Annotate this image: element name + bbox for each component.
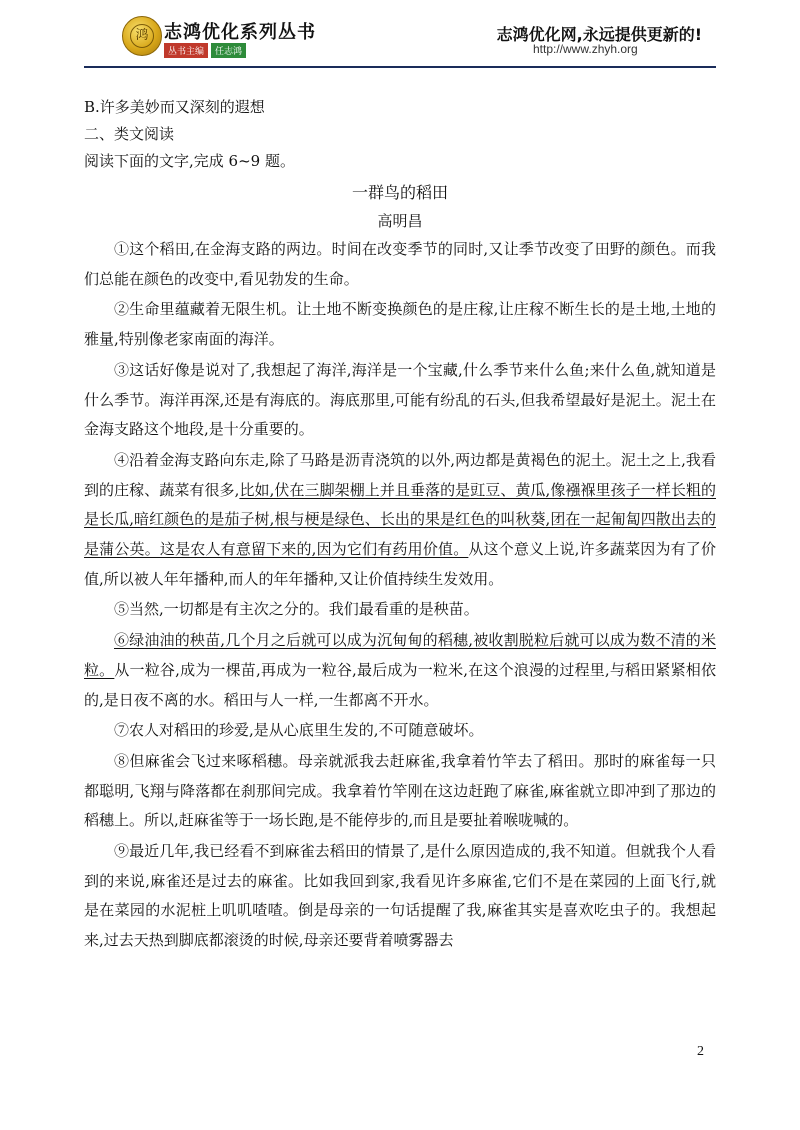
paragraph-6-rest: 从一粒谷,成为一棵苗,再成为一粒谷,最后成为一粒米,在这个浪漫的过程里,与稻田紧紧相依的,是日夜不离的水。稻田与人一样,一生都离不开水。: [84, 660, 716, 709]
page-header: [0, 0, 800, 68]
paragraph-6: [84, 626, 716, 715]
paragraph-4: [84, 446, 716, 595]
editor-label: 丛书主编: [164, 43, 208, 58]
article-author: 高明昌: [377, 212, 423, 230]
paragraph-4-end: 从这个意义上说,许多蔬菜因为有了价值,所以被人年年播种,而人的年年播种,又让价值持续生发效用。: [84, 540, 716, 588]
page-content: [84, 94, 716, 956]
series-title: 志鸿优化系列丛书: [164, 22, 316, 43]
paragraph-2: ②生命里蕴藏着无限生机。让土地不断变换颜色的是庄稼,让庄稼不断生长的是土地,土地的雅量,特别像老家南面的海洋。: [84, 300, 716, 349]
editor-name: 任志鸿: [211, 43, 246, 58]
editor-credit: [164, 43, 246, 58]
header-slogan: 志鸿优化网,永远提供更新的!: [496, 25, 702, 44]
article-title: 一群鸟的稻田: [351, 183, 448, 202]
paragraph-4-intro: ④沿着金海支路向东走,除了马路是沥青浇筑的以外,两边都是黄褐色的泥土。泥土之上,我看到的庄稼、蔬菜有很多,: [84, 450, 716, 499]
paragraph-7: ⑦农人对稻田的珍爱,是从心底里生发的,不可随意破坏。: [114, 721, 484, 740]
paragraph-9: ⑨最近几年,我已经看不到麻雀去稻田的情景了,是什么原因造成的,我不知道。但就我个人看到的来说,麻雀还是过去的麻雀。比如我回到家,我看见许多麻雀,它们不是在菜园的上面飞行,就是在菜园的水泥桩上叽叽喳喳。倒是母亲的一句话提醒了我,麻雀其实是喜欢吃虫子的。我想起来,过去天热到脚底都滚烫的时候,母亲还要背着喷雾器去: [84, 842, 716, 950]
header-url[interactable]: http://www.zhyh.org: [533, 42, 638, 56]
paragraph-8: ⑧但麻雀会飞过来啄稻穗。母亲就派我去赶麻雀,我拿着竹竿去了稻田。那时的麻雀每一只都聪明,飞翔与降落都在刹那间完成。我拿着竹竿刚在这边赶跑了麻雀,麻雀就立即冲到了那边的稻穗上。所以,赶麻雀等于一场长跑,是不能停步的,而且是要扯着喉咙喊的。: [84, 751, 716, 830]
publisher-logo-icon: 鸿: [122, 16, 162, 56]
paragraph-1: ①这个稻田,在金海支路的两边。时间在改变季节的同时,又让季节改变了田野的颜色。而我们总能在颜色的改变中,看见勃发的生命。: [84, 240, 716, 288]
header-divider: [84, 66, 716, 68]
paragraph-5: ⑤当然,一切都是有主次之分的。我们最看重的是秧苗。: [114, 600, 479, 619]
paragraph-6-underlined: ⑥绿油油的秧苗,几个月之后就可以成为沉甸甸的稻穗,被收割脱粒后就可以成为数不清的米粒。: [84, 631, 716, 679]
paragraph-4-underlined: 比如,伏在三脚架棚上并且垂落的是豇豆、黄瓜,像襁褓里孩子一样长粗的是长瓜,暗红颜色的是茄子树,根与梗是绿色、长出的果是红色的叫秋葵,团在一起匍匐四散出去的是蒲公英。这是农人有意留下来的,因为它们有药用价值。: [84, 480, 716, 559]
section-heading: 二、类文阅读: [84, 125, 175, 143]
reading-instruction: 阅读下面的文字,完成 6~9 题。: [84, 152, 295, 170]
option-b: B.许多美妙而又深刻的遐想: [84, 98, 265, 116]
paragraph-3: ③这话好像是说对了,我想起了海洋,海洋是一个宝藏,什么季节来什么鱼;来什么鱼,就知道是什么季节。海洋再深,还是有海底的。海底那里,可能有纷乱的石头,但我希望最好是泥土。泥土在金海支路这个地段,是十分重要的。: [84, 360, 716, 439]
page-number: 2: [697, 1044, 704, 1059]
